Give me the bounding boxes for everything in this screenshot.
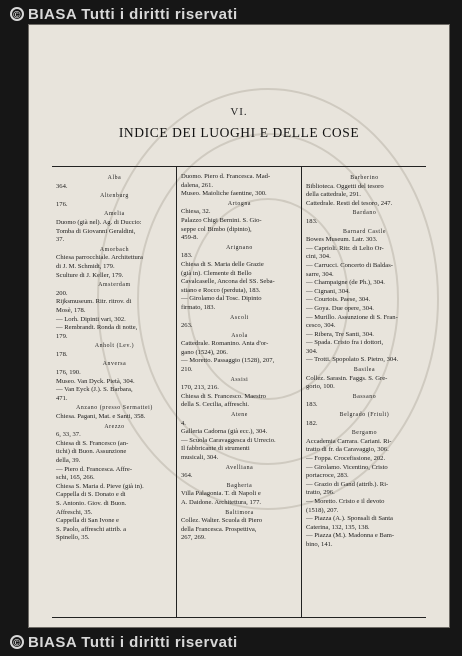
index-entry: 176, 190. <box>56 369 81 377</box>
index-entry: 6, 33, 37. <box>56 431 81 439</box>
index-entry: bino, 141. <box>306 540 333 548</box>
index-entry: Mosè, 178. <box>56 306 86 314</box>
index-entry: 178. <box>56 350 68 358</box>
index-heading: Amsterdam <box>98 282 131 289</box>
index-entry: della S. Cecilia, affreschi. <box>181 401 249 409</box>
index-entry: — Piero d. Francesca. Affre- <box>56 465 133 473</box>
index-entry: — Carrucci. Concerto di Baldas- <box>306 261 393 269</box>
index-entry: portacroce, 283. <box>306 472 349 480</box>
index-entry: — Scuola Caravaggesca di Urrecio. <box>181 436 276 444</box>
index-entry: 37. <box>56 236 65 244</box>
index-entry: Biblioteca. Oggetti del tesoro <box>306 182 384 190</box>
index-entry: Bowes Museum. Latr. 303. <box>306 236 378 244</box>
index-entry: Cavalcaselle, Ancona del SS. Seba- <box>181 278 275 286</box>
copyright-icon: © <box>10 635 24 649</box>
index-entry: della, 39. <box>56 457 81 464</box>
index-entry: Caterina, 132, 135, 138. <box>306 523 370 531</box>
index-heading: Barberino <box>350 175 379 181</box>
index-heading: Anzano (presso Sermattei) <box>76 405 153 412</box>
index-entry: Cattedrale. Romanino. Anta d'or- <box>181 340 269 348</box>
index-entry: Collez. Sarasin. Faggs. S. Gre- <box>306 374 388 382</box>
index-entry: Chiesa, 32. <box>181 208 211 216</box>
index-entry: 183. <box>306 401 318 409</box>
index-entry: 471. <box>56 394 68 402</box>
index-entry: 176. <box>56 200 68 208</box>
index-entry: Chiesa parrocchiale. Architettura <box>56 254 143 262</box>
watermark-top <box>0 2 462 26</box>
index-entry: gorio, 100. <box>306 383 335 391</box>
index-entry: 364. <box>56 182 68 190</box>
book-page <box>28 24 450 628</box>
index-entry: Affreschi, 35. <box>56 508 93 516</box>
index-column-1 <box>52 167 177 617</box>
index-entry: 183. <box>306 217 318 225</box>
index-entry: Tomba di Giovanni Geraldini, <box>56 227 136 235</box>
index-entry: 170, 213, 216. <box>181 384 219 392</box>
index-entry: Accademia Carrara. Cariani. Ri- <box>306 437 392 445</box>
index-entry: Villa Palagonia. T. di Napoli e <box>181 490 261 498</box>
index-entry: 364. <box>181 472 193 480</box>
index-entry: — Grazio di Gand (attrib.). Ri- <box>306 480 389 488</box>
index-entry: — Moretto. Cristo e il devoto <box>306 497 385 505</box>
index-entry: — Foppa. Crocefissione, 202. <box>306 455 386 462</box>
index-entry: tratto di fr. da Caravaggio, 306. <box>306 446 389 454</box>
index-heading: Altenburg <box>100 193 129 200</box>
index-entry: — Trotti. Spopolato S. Pietro, 304. <box>306 356 399 364</box>
index-entry: Cattedrale. Resti del tesoro, 247. <box>306 199 393 207</box>
index-entry: della cattedrale, 291. <box>306 191 361 199</box>
index-entry: tichi) di Buon. Assunzione <box>56 448 127 456</box>
index-entry: seppe col Bimbo (dipinto), <box>181 225 252 233</box>
index-entry: cini, 304. <box>306 253 331 261</box>
index-entry: Duomo (già nel). Ag. di Duccio: <box>56 218 142 226</box>
index-entry: Museo. Maioliche faentine, 300. <box>181 190 267 198</box>
index-entry: Spinello, 35. <box>56 534 90 542</box>
index-entry: — Piazza (A.). Sponsali di Santa <box>306 515 393 523</box>
index-entry: A. Daidone. Architettura, 177. <box>181 498 262 506</box>
index-entry: S. Antonio. Giov. di Buon. <box>56 499 127 507</box>
section-number: VI. <box>230 106 248 118</box>
index-column-3 <box>302 167 426 617</box>
index-entry: schi, 165, 266. <box>56 474 95 482</box>
index-entry: Chiesa. Pagani, Mat. e Santi, 358. <box>56 413 146 421</box>
index-entry: Museo. Van Dyck. Pietà, 304. <box>56 377 135 385</box>
index-heading: Artogna <box>227 200 252 207</box>
index-entry: tratto, 296. <box>306 489 335 497</box>
index-entry: — Spada. Cristo fra i dottori, <box>306 339 384 347</box>
index-entry: musicali, 304. <box>181 454 219 461</box>
index-entry: — Girolamo dal Tosc. Dipinto <box>181 295 262 303</box>
index-entry: Chiesa di S. Maria delle Grazie <box>181 260 264 268</box>
index-heading: Arignano <box>226 244 253 251</box>
index-entry: Chiesa S. Maria d. Pieve (già in). <box>56 482 144 490</box>
index-heading: Baltimora <box>225 509 254 516</box>
index-entry: — Lorh. Dipinti vari, 302. <box>56 315 126 323</box>
index-heading: Atene <box>231 412 248 419</box>
index-entry: — Rembrandt. Ronda di notte, <box>56 324 138 332</box>
page-title: INDICE DEI LUOGHI E DELLE COSE <box>118 125 360 140</box>
index-entry: cesco, 304. <box>306 322 336 330</box>
index-heading: Amelia <box>104 211 125 218</box>
index-entry: 304. <box>306 347 318 355</box>
index-entry: — Van Eyck (J.). S. Barbara, <box>56 386 133 394</box>
index-entry: gano (1524), 206. <box>181 348 228 356</box>
index-entry: — Ribera, Tre Santi, 304. <box>306 330 374 338</box>
index-heading: Ascoli <box>230 314 249 321</box>
index-entry: Sculture di J. Keller, 179. <box>56 271 124 279</box>
index-entry: 182. <box>306 419 318 427</box>
index-entry: Chiesa di S. Francesco (an- <box>56 439 129 447</box>
index-column-2 <box>177 167 302 617</box>
index-entry: 210. <box>181 366 193 374</box>
index-entry: 179. <box>56 332 68 340</box>
index-entry: (1518), 207. <box>306 506 339 514</box>
index-entry: sarre, 304. <box>306 270 334 278</box>
index-heading: Anholt (Lev.) <box>94 343 135 350</box>
index-entry: dalena, 261. <box>181 181 214 189</box>
index-entry: — Champaigne (de Ph.), 304. <box>306 279 385 287</box>
index-entry: 459-8. <box>181 234 199 242</box>
index-entry: 183. <box>181 252 193 260</box>
index-entry: Cappella di S. Donato e di <box>56 491 126 499</box>
index-entry: (già in). Clemente di Bello <box>181 269 252 277</box>
index-heading: Barnard Castle <box>342 228 386 235</box>
index-entry: della Francesca. Prospettiva, <box>181 525 257 533</box>
index-entry: Cappella di San Ivone e <box>56 517 119 525</box>
index-heading: Bagheria <box>226 482 253 489</box>
index-entry: — Caprioli. Ritr. di Lelio Or- <box>306 244 384 252</box>
index-heading: Alba <box>107 175 122 181</box>
index-entry: 4. <box>181 419 186 427</box>
index-heading: Amorbach <box>99 246 130 253</box>
index-entry: S. Paolo, affreschi attrib. a <box>56 525 127 533</box>
index-entry: — Moretto. Passaggio (1528), 207, <box>181 357 275 365</box>
index-columns <box>52 166 426 618</box>
watermark-text-visible: BIASA Tutti i diritti riservati <box>28 5 238 23</box>
index-entry: Il fabbricante di strumenti <box>181 445 250 453</box>
index-heading: Avelliana <box>225 464 254 471</box>
index-entry: — Piazza (M.). Madonna e Bam- <box>306 532 395 540</box>
index-entry: Collez. Walter. Scuola di Piero <box>181 517 263 525</box>
index-entry: Chiesa di S. Francesco. Maestro <box>181 392 266 400</box>
index-entry: firmato, 183. <box>181 303 216 311</box>
index-heading: Bardano <box>352 210 377 217</box>
watermark-bottom <box>0 630 462 654</box>
index-heading: Anversa <box>102 361 127 368</box>
index-entry: di J. M. Schmidt, 179. <box>56 262 115 270</box>
index-entry: stiano e Rocco (perduta), 183. <box>181 286 261 294</box>
index-entry: 263. <box>181 322 193 330</box>
index-entry: Duomo. Piero d. Francesca. Mad- <box>181 173 271 180</box>
watermark-text-bottom: BIASA Tutti i diritti riservati <box>28 633 238 651</box>
index-entry: — Cignani, 304. <box>306 287 350 295</box>
index-heading: Bergamo <box>351 430 378 437</box>
index-entry: 267, 269. <box>181 534 206 542</box>
index-heading: Asola <box>231 332 248 339</box>
index-heading: Assisi <box>230 376 249 383</box>
copyright-icon: © <box>10 7 24 21</box>
index-entry: Galleria Cadorna (già ecc.), 304. <box>181 428 268 436</box>
index-entry: Palazzo Chigi Bernini. S. Gio- <box>181 216 262 224</box>
index-entry: 200. <box>56 289 68 297</box>
index-entry: Rijksmuseum. Ritr. ritrov. di <box>56 298 132 306</box>
index-entry: — Goya. Due opere, 304. <box>306 304 374 312</box>
index-heading: Arezzo <box>104 423 125 430</box>
index-entry: — Courtois. Paese, 304. <box>306 296 371 304</box>
index-heading: Basilea <box>353 367 376 374</box>
index-heading: Bassano <box>352 393 377 400</box>
index-heading: Belgrado (Friuli) <box>339 412 390 419</box>
index-entry: — Girolamo. Vicentino, Cristo <box>306 463 388 471</box>
index-entry: — Murillo. Assunzione di S. Fran- <box>306 313 398 321</box>
